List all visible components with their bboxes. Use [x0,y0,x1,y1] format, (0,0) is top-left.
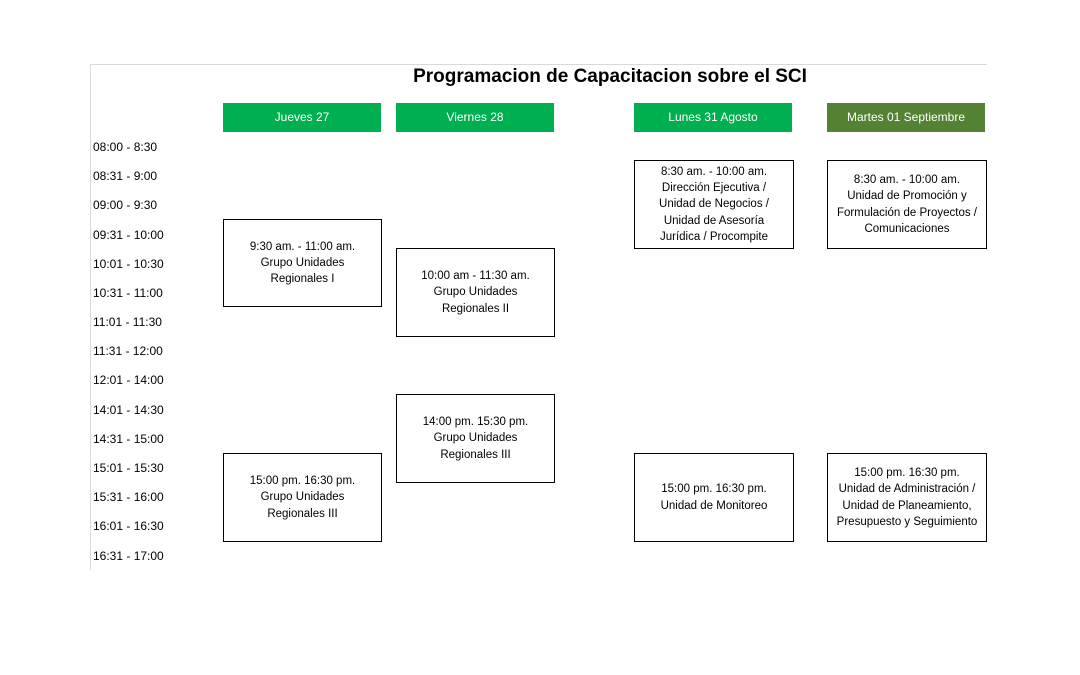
event-text: Grupo Unidades [260,256,345,269]
time-slot: 12:01 - 14:00 [93,373,164,387]
day-header-jueves: Jueves 27 [223,103,381,132]
event-text: Presupuesto y Seguimiento [836,515,978,528]
event-text: Dirección Ejecutiva / [661,182,767,195]
event-text: Unidad de Negocios / [659,198,769,211]
page-title: Programacion de Capacitacion sobre el SCI [413,66,807,87]
time-slot: 14:31 - 15:00 [93,432,164,446]
event-text: Jurídica / Procompite [659,230,768,243]
event-text: Grupo Unidades [260,491,345,504]
time-slot: 14:01 - 14:30 [93,403,164,417]
event-text: Regionales I [270,273,335,286]
event-viernes-regionales-2 [396,248,555,337]
event-time: 8:30 am. - 10:00 am. [660,165,768,178]
event-text: Unidad de Planeamiento, [842,499,972,512]
event-text: Comunicaciones [864,222,950,235]
time-slot: 10:31 - 11:00 [93,286,163,300]
event-text: Unidad de Asesoría [663,214,765,227]
event-text: Regionales III [440,448,511,461]
time-slot: 11:01 - 11:30 [93,315,162,329]
event-lunes-direccion [634,160,794,249]
event-text: Regionales III [267,507,338,520]
event-text: Unidad de Administración / [838,483,976,496]
event-time: 14:00 pm. 15:30 pm. [422,416,529,429]
time-slot: 11:31 - 12:00 [93,344,163,358]
event-viernes-regionales-3 [396,394,555,483]
sheet-left-border [90,64,91,570]
event-jueves-regionales-1 [223,219,382,307]
event-text: Unidad de Promoción y [847,190,967,203]
time-slot: 10:01 - 10:30 [93,257,164,271]
event-text: Grupo Unidades [433,432,518,445]
event-text: Formulación de Proyectos / [837,206,977,219]
day-header-lunes: Lunes 31 Agosto [634,103,792,132]
day-header-viernes: Viernes 28 [396,103,554,132]
event-time: 10:00 am - 11:30 am. [421,270,530,283]
event-martes-administracion [827,453,987,542]
event-time: 8:30 am. - 10:00 am. [853,173,961,186]
event-time: 15:00 pm. 16:30 pm. [854,466,960,479]
event-text: Grupo Unidades [433,286,518,299]
time-slot: 08:00 - 8:30 [93,140,158,154]
day-header-martes: Martes 01 Septiembre [827,103,985,132]
time-slot: 16:31 - 17:00 [93,549,164,563]
event-martes-promocion [827,160,987,249]
time-slot: 09:00 - 9:30 [93,198,158,212]
time-slot: 09:31 - 10:00 [93,228,164,242]
event-time: 15:00 pm. 16:30 pm. [661,483,767,496]
time-slot: 08:31 - 9:00 [93,169,158,183]
event-time: 15:00 pm. 16:30 pm. [249,475,356,488]
time-slot: 15:31 - 16:00 [93,490,164,504]
time-slot: 15:01 - 15:30 [93,461,164,475]
time-slot: 16:01 - 16:30 [93,519,164,533]
sheet-top-border [90,64,987,65]
event-text: Unidad de Monitoreo [660,499,768,512]
event-jueves-regionales-3 [223,453,382,542]
event-time: 9:30 am. - 11:00 am. [249,240,356,253]
event-text: Regionales II [441,302,510,315]
event-lunes-monitoreo [634,453,794,542]
